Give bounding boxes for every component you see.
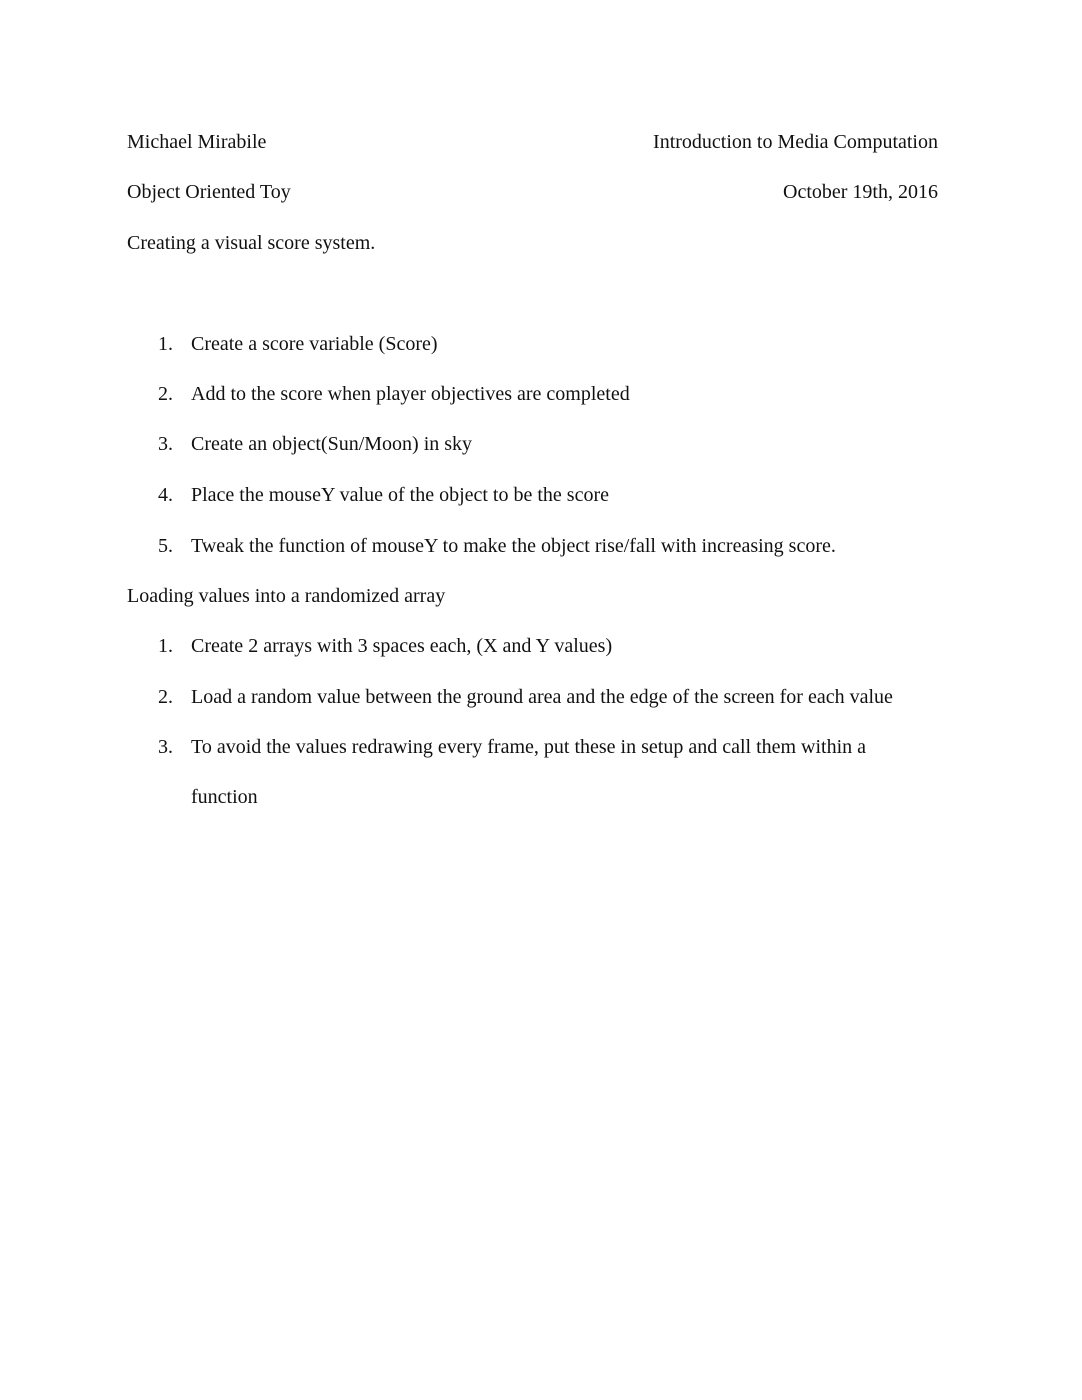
list-number: 4. — [158, 484, 173, 506]
list-number: 1. — [158, 333, 173, 355]
list-item-text: Create 2 arrays with 3 spaces each, (X and Y values) — [191, 635, 613, 657]
list-item-text: Create a score variable (Score) — [191, 333, 438, 355]
course-title: Introduction to Media Computation — [653, 131, 938, 153]
list-item-text: To avoid the values redrawing every frame, put these in setup and call them within a — [191, 736, 867, 758]
list-item-text: Place the mouseY value of the object to be the score — [191, 484, 609, 506]
list-number: 2. — [158, 383, 173, 405]
list-number: 3. — [158, 736, 173, 758]
list-item-text: Tweak the function of mouseY to make the object rise/fall with increasing score. — [191, 535, 836, 557]
list-number: 2. — [158, 686, 173, 708]
document-date: October 19th, 2016 — [783, 181, 938, 203]
list-item-text: Add to the score when player objectives are completed — [191, 383, 630, 405]
section-heading: Loading values into a randomized array — [127, 585, 446, 607]
list-number: 3. — [158, 433, 173, 455]
list-number: 1. — [158, 635, 173, 657]
list-item-text: Load a random value between the ground area and the edge of the screen for each value — [191, 686, 893, 708]
section-heading: Creating a visual score system. — [127, 232, 376, 254]
list-item-continuation: function — [191, 786, 258, 808]
list-item-text: Create an object(Sun/Moon) in sky — [191, 433, 473, 455]
author-name: Michael Mirabile — [127, 131, 267, 153]
list-number: 5. — [158, 535, 173, 557]
assignment-title: Object Oriented Toy — [127, 181, 291, 203]
